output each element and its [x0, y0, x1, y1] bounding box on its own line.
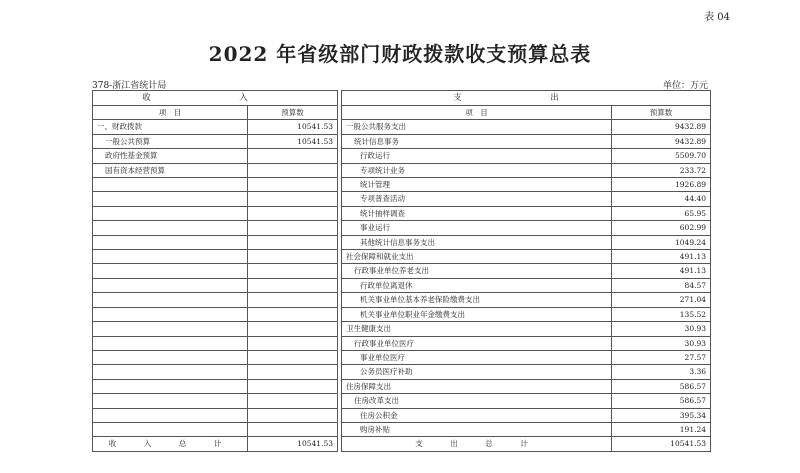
income-item-cell: 国有资本经营预算 — [93, 163, 248, 177]
income-value-cell: 10541.53 — [248, 120, 338, 134]
expense-value-cell: 233.72 — [612, 163, 711, 177]
income-value-cell — [248, 250, 338, 264]
table-row — [93, 278, 711, 292]
expense-item-cell: 住房公积金 — [342, 408, 612, 422]
expense-total-label: 支 出 总 计 — [342, 437, 612, 451]
income-value-cell — [248, 149, 338, 163]
expense-value-cell: 491.13 — [612, 264, 711, 278]
income-item-cell — [93, 278, 248, 292]
income-item-cell — [93, 235, 248, 249]
income-item-cell — [93, 422, 248, 436]
expense-total-value: 10541.53 — [612, 437, 711, 451]
expense-item-cell: 一般公共服务支出 — [342, 120, 612, 134]
expense-value-cell: 1926.89 — [612, 178, 711, 192]
income-value-cell — [248, 206, 338, 220]
table-row — [93, 336, 711, 350]
income-budget-header: 预算数 — [248, 106, 338, 120]
budget-table — [92, 90, 711, 452]
income-value-cell — [248, 235, 338, 249]
expense-item-cell: 事业单位医疗 — [342, 350, 612, 364]
income-value-cell — [248, 350, 338, 364]
income-item-header: 项 目 — [93, 106, 248, 120]
totals-row — [93, 437, 711, 451]
table-row — [93, 322, 711, 336]
income-item-cell — [93, 221, 248, 235]
unit-name: 378-浙江省统计局 — [92, 81, 167, 91]
income-value-cell: 10541.53 — [248, 134, 338, 148]
expense-item-cell: 统计管理 — [342, 178, 612, 192]
table-row — [93, 206, 711, 220]
expense-value-cell: 9432.89 — [612, 120, 711, 134]
expense-item-cell: 专项统计业务 — [342, 163, 612, 177]
income-item-cell: 政府性基金预算 — [93, 149, 248, 163]
expense-item-cell: 住房改革支出 — [342, 394, 612, 408]
income-item-cell: 一般公共预算 — [93, 134, 248, 148]
expense-item-cell: 行政运行 — [342, 149, 612, 163]
table-row — [93, 120, 711, 134]
income-value-cell — [248, 408, 338, 422]
income-item-cell — [93, 336, 248, 350]
income-value-cell — [248, 322, 338, 336]
expense-item-cell: 统计抽样调查 — [342, 206, 612, 220]
income-value-cell — [248, 163, 338, 177]
expense-value-cell: 84.57 — [612, 278, 711, 292]
income-value-cell — [248, 379, 338, 393]
expense-item-cell: 行政事业单位养老支出 — [342, 264, 612, 278]
income-value-cell — [248, 192, 338, 206]
table-row — [93, 365, 711, 379]
expense-value-cell: 3.36 — [612, 365, 711, 379]
income-value-cell — [248, 336, 338, 350]
income-item-cell — [93, 379, 248, 393]
expense-item-cell: 统计信息事务 — [342, 134, 612, 148]
income-value-cell — [248, 278, 338, 292]
income-item-cell: 一、财政拨款 — [93, 120, 248, 134]
expense-value-cell: 271.04 — [612, 293, 711, 307]
expense-item-cell: 机关事业单位基本养老保险缴费支出 — [342, 293, 612, 307]
income-item-cell — [93, 293, 248, 307]
income-value-cell — [248, 264, 338, 278]
expense-item-cell: 社会保障和就业支出 — [342, 250, 612, 264]
income-value-cell — [248, 221, 338, 235]
income-item-cell — [93, 322, 248, 336]
income-item-cell — [93, 307, 248, 321]
expense-item-cell: 公务员医疗补助 — [342, 365, 612, 379]
income-value-cell — [248, 422, 338, 436]
expense-value-cell: 30.93 — [612, 322, 711, 336]
table-row — [93, 408, 711, 422]
unit-label: 单位：万元 — [662, 81, 708, 91]
expense-item-header: 项 目 — [342, 106, 612, 120]
income-item-cell — [93, 365, 248, 379]
income-total-label: 收 入 总 计 — [93, 437, 248, 451]
expense-value-cell: 491.13 — [612, 250, 711, 264]
income-value-cell — [248, 178, 338, 192]
income-value-cell — [248, 365, 338, 379]
expense-item-cell: 行政单位离退休 — [342, 278, 612, 292]
expense-value-cell: 395.34 — [612, 408, 711, 422]
expense-value-cell: 135.52 — [612, 307, 711, 321]
expense-item-cell: 事业运行 — [342, 221, 612, 235]
income-item-cell — [93, 264, 248, 278]
income-total-value: 10541.53 — [248, 437, 338, 451]
expense-value-cell: 586.57 — [612, 379, 711, 393]
expense-value-cell: 44.40 — [612, 192, 711, 206]
expense-item-cell: 专项普查活动 — [342, 192, 612, 206]
income-item-cell — [93, 408, 248, 422]
income-item-cell — [93, 250, 248, 264]
expense-value-cell: 9432.89 — [612, 134, 711, 148]
expense-value-cell: 65.95 — [612, 206, 711, 220]
expense-value-cell: 1049.24 — [612, 235, 711, 249]
expense-value-cell: 5509.70 — [612, 149, 711, 163]
income-value-cell — [248, 394, 338, 408]
table-row — [93, 178, 711, 192]
expense-value-cell: 27.57 — [612, 350, 711, 364]
table-row — [93, 394, 711, 408]
table-row — [93, 163, 711, 177]
expense-value-cell: 191.24 — [612, 422, 711, 436]
table-row — [93, 134, 711, 148]
income-item-cell — [93, 192, 248, 206]
expense-item-cell: 其他统计信息事务支出 — [342, 235, 612, 249]
income-value-cell — [248, 307, 338, 321]
expense-header: 支 出 — [342, 91, 711, 106]
table-row — [93, 307, 711, 321]
income-header: 收 入 — [93, 91, 338, 106]
table-row — [93, 149, 711, 163]
income-value-cell — [248, 293, 338, 307]
page-title: 2022 年省级部门财政拨款收支预算总表 — [208, 42, 592, 66]
expense-budget-header: 预算数 — [612, 106, 711, 120]
sheet-number: 表 04 — [704, 12, 730, 23]
expense-value-cell: 30.93 — [612, 336, 711, 350]
income-item-cell — [93, 178, 248, 192]
expense-item-cell: 机关事业单位职业年金缴费支出 — [342, 307, 612, 321]
table-row — [93, 379, 711, 393]
column-header-row — [93, 106, 711, 120]
table-row — [93, 293, 711, 307]
table-row — [93, 192, 711, 206]
expense-item-cell: 购房补贴 — [342, 422, 612, 436]
expense-item-cell: 住房保障支出 — [342, 379, 612, 393]
table-row — [93, 221, 711, 235]
table-row — [93, 264, 711, 278]
expense-value-cell: 602.99 — [612, 221, 711, 235]
table-row — [93, 350, 711, 364]
expense-value-cell: 586.57 — [612, 394, 711, 408]
table-row — [93, 422, 711, 436]
expense-item-cell: 行政事业单位医疗 — [342, 336, 612, 350]
table-row — [93, 250, 711, 264]
expense-item-cell: 卫生健康支出 — [342, 322, 612, 336]
income-item-cell — [93, 350, 248, 364]
income-item-cell — [93, 206, 248, 220]
section-header-row — [93, 91, 711, 106]
table-row — [93, 235, 711, 249]
income-item-cell — [93, 394, 248, 408]
